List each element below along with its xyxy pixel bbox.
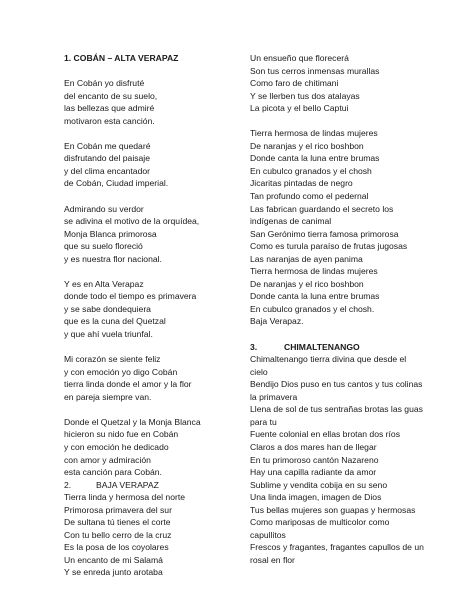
lyric-line: Tus bellas mujeres son guapas y hermosas bbox=[250, 504, 416, 515]
lyric-line: rosal en flor bbox=[250, 554, 295, 565]
lyric-line: con amor y admiración bbox=[64, 454, 151, 465]
lyric-line: Baja Verapaz. bbox=[250, 316, 304, 327]
lyric-line: y con emoción he dedicado bbox=[64, 441, 169, 452]
section-3-number: 3. bbox=[250, 341, 258, 352]
lyric-line: capullitos bbox=[250, 529, 286, 540]
lyric-line: Llena de sol de tus sentrañas brotas las guas bbox=[250, 404, 423, 415]
lyric-line: Un ensueño que florecerá bbox=[250, 53, 349, 63]
lyric-line: Monja Blanca primorosa bbox=[64, 228, 157, 239]
section-2-heading bbox=[64, 479, 236, 492]
lyric-line: Tierra hermosa de lindas mujeres bbox=[250, 128, 378, 139]
spacer bbox=[64, 65, 236, 78]
lyric-line: En cubulco granados y el chosh bbox=[250, 165, 372, 176]
lyric-line: Como mariposas de multicolor como bbox=[250, 517, 390, 528]
section-2-title: BAJA VERAPAZ bbox=[96, 479, 159, 490]
lyric-line: Mi corazón se siente feliz bbox=[64, 354, 161, 365]
lyric-line: que su suelo floreció bbox=[64, 241, 143, 252]
lyric-line: y es nuestra flor nacional. bbox=[64, 253, 162, 264]
lyric-line: Chimaltenango tierra divina que desde el bbox=[250, 354, 407, 365]
spacer bbox=[64, 341, 236, 354]
section-3-heading bbox=[250, 341, 450, 354]
lyric-line: motivaron esta canción. bbox=[64, 115, 155, 126]
lyric-line: Es la posa de los coyolares bbox=[64, 542, 169, 553]
lyric-line: Fuente colonial en ellas brotan dos ríos bbox=[250, 429, 401, 440]
lyric-line: La picota y el bello Captui bbox=[250, 103, 349, 114]
lyric-line: Las naranjas de ayen panima bbox=[250, 253, 363, 264]
lyric-line: Primorosa primavera del sur bbox=[64, 504, 172, 515]
lyric-line: San Gerónimo tierra famosa primorosa bbox=[250, 228, 399, 239]
lyric-line: De sultana tú tienes el corte bbox=[64, 517, 171, 528]
spacer bbox=[64, 190, 236, 203]
right-column bbox=[250, 52, 450, 566]
lyric-line: En tu primoroso cantón Nazareno bbox=[250, 454, 379, 465]
lyric-line: Hay una capilla radiante da amor bbox=[250, 467, 377, 478]
spacer bbox=[64, 265, 236, 278]
lyric-line: disfrutando del paisaje bbox=[64, 153, 150, 164]
lyric-line: Tierra hermosa de lindas mujeres bbox=[250, 266, 378, 277]
section-3-title: CHIMALTENANGO bbox=[284, 341, 360, 352]
lyric-line: de Cobán, Ciudad imperial. bbox=[64, 178, 169, 189]
left-column bbox=[64, 52, 236, 579]
lyric-line: y con emoción yo digo Cobán bbox=[64, 366, 178, 377]
lyric-line: y se sabe dondequiera bbox=[64, 303, 151, 314]
lyric-line: las bellezas que admiré bbox=[64, 103, 155, 114]
spacer bbox=[64, 403, 236, 416]
lyric-line: la primavera bbox=[250, 391, 298, 402]
lyric-line: Como faro de chitimani bbox=[250, 78, 339, 89]
lyric-line: Donde canta la luna entre brumas bbox=[250, 153, 380, 164]
lyric-line: para tu bbox=[250, 416, 277, 427]
lyric-line: Sublime y vendita cobija en su seno bbox=[250, 479, 388, 490]
lyric-line: De naranjas y el rico boshbon bbox=[250, 140, 364, 151]
lyric-line: Frescos y fragantes, fragantes capullos de un bbox=[250, 542, 424, 553]
lyric-line: hicieron su nido fue en Cobán bbox=[64, 429, 179, 440]
spacer bbox=[64, 127, 236, 140]
lyric-line: Son tus cerros inmensas murallas bbox=[250, 65, 380, 76]
section-1-title: 1. COBÁN – ALTA VERAPAZ bbox=[64, 53, 179, 63]
spacer bbox=[250, 115, 450, 128]
lyric-line: Como es turula paraíso de frutas jugosas bbox=[250, 241, 408, 252]
lyric-line: donde todo el tiempo es primavera bbox=[64, 291, 197, 302]
lyric-line: indígenas de canimal bbox=[250, 216, 332, 227]
lyric-line: De naranjas y el rico boshbon bbox=[250, 278, 364, 289]
lyric-line: Jicaritas pintadas de negro bbox=[250, 178, 353, 189]
lyric-line: se adivina el motivo de la orquídea, bbox=[64, 216, 200, 227]
lyric-line: en pareja siempre van. bbox=[64, 391, 152, 402]
lyric-line: tierra linda donde el amor y la flor bbox=[64, 379, 192, 390]
section-2-number: 2. bbox=[64, 479, 72, 490]
lyric-line: Donde el Quetzal y la Monja Blanca bbox=[64, 416, 201, 427]
spacer bbox=[250, 328, 450, 341]
lyric-line: Admirando su verdor bbox=[64, 203, 144, 214]
lyric-line: Y se llerben tus dos atalayas bbox=[250, 90, 360, 101]
lyric-line: y del clima encantador bbox=[64, 165, 150, 176]
lyric-line: En Cobán me quedaré bbox=[64, 140, 151, 151]
lyric-line: esta canción para Cobán. bbox=[64, 467, 162, 478]
lyric-line: Y es en Alta Verapaz bbox=[64, 278, 144, 289]
lyric-line: Bendijo Dios puso en tus cantos y tus colinas bbox=[250, 379, 423, 390]
lyric-line: En Cobán yo disfruté bbox=[64, 78, 145, 89]
lyric-line: Claros a dos mares han de llegar bbox=[250, 441, 377, 452]
lyric-line: Tierra linda y hermosa del norte bbox=[64, 492, 186, 503]
lyric-line: Donde canta la luna entre brumas bbox=[250, 291, 380, 302]
lyric-line: que es la cuna del Quetzal bbox=[64, 316, 166, 327]
lyric-line: Tan profundo como el pedernal bbox=[250, 191, 369, 202]
lyric-line: Y se enreda junto arotaba bbox=[64, 567, 163, 578]
lyric-line: Las fabrican guardando el secreto los bbox=[250, 203, 394, 214]
lyric-line: Un encanto de mi Salamá bbox=[64, 554, 163, 565]
lyric-line: Con tu bello cerro de la cruz bbox=[64, 529, 172, 540]
lyric-line: y que ahí vuela triunfal. bbox=[64, 329, 153, 340]
lyric-line: Una linda imagen, imagen de Dios bbox=[250, 492, 382, 503]
lyric-line: En cubulco granados y el chosh. bbox=[250, 303, 375, 314]
lyric-line: del encanto de su suelo, bbox=[64, 90, 158, 101]
lyric-line: cielo bbox=[250, 366, 268, 377]
